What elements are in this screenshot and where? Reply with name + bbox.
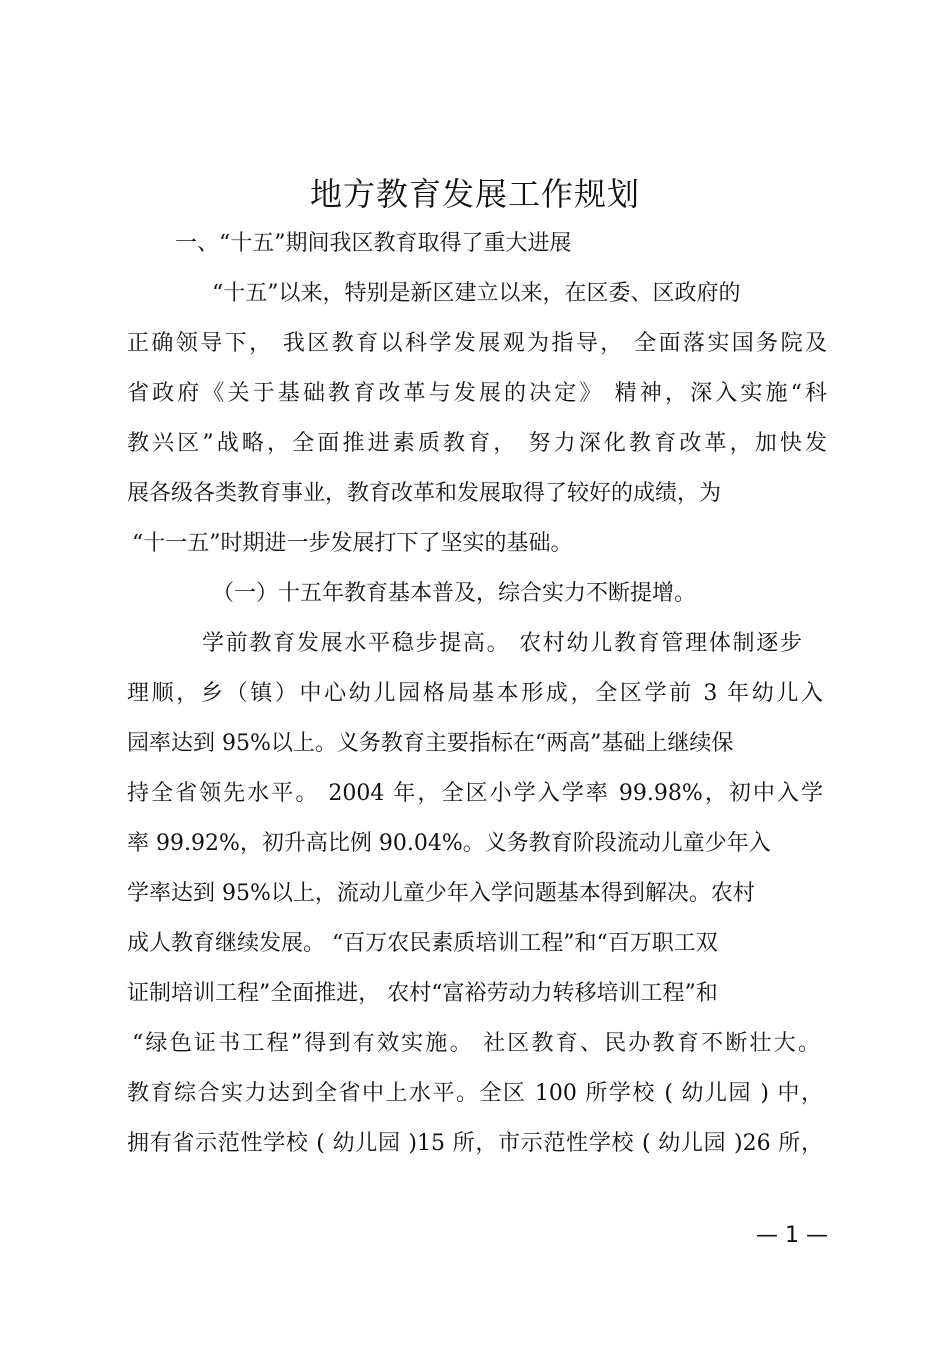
paragraph-line: 成人教育继续发展。 “百万农民素质培训工程”和“百万职工双 [127,931,718,956]
document-title: 地方教育发展工作规划 [309,175,640,213]
page-number: — 1 — [756,1223,828,1248]
paragraph-line: 园率达到 95%以上。义务教育主要指标在“两高”基础上继续保 [127,731,734,756]
section-heading: 一、“十五”期间我区教育取得了重大进展 [175,231,572,256]
paragraph-line: 证制培训工程”全面推进， 农村“富裕劳动力转移培训工程”和 [127,981,718,1006]
paragraph-line: 正确领导下， 我区教育以科学发展观为指导， 全面落实国务院及 [127,331,827,356]
paragraph-line: 学前教育发展水平稳步提高。 农村幼儿教育管理体制逐步 [202,631,802,656]
paragraph-line: “十五”以来，特别是新区建立以来，在区委、区政府的 [212,281,741,306]
paragraph-line: “绿色证书工程”得到有效实施。 社区教育、民办教育不断壮大。 [132,1031,820,1056]
subsection-heading: （一）十五年教育基本普及，综合实力不断提增。 [212,581,697,606]
paragraph-line: 展各级各类教育事业，教育改革和发展取得了较好的成绩，为 [127,481,722,506]
paragraph-line: 理顺，乡（镇）中心幼儿园格局基本形成，全区学前 3 年幼儿入 [127,681,823,706]
paragraph-line: 率 99.92%，初升高比例 90.04%。义务教育阶段流动儿童少年入 [127,831,771,856]
paragraph-line: 省政府《关于基础教育改革与发展的决定》 精神，深入实施“科 [127,381,827,406]
paragraph-line: 教育综合实力达到全省中上水平。全区 100 所学校 ( 幼儿园 ) 中， [127,1081,823,1106]
paragraph-line: 教兴区”战略，全面推进素质教育， 努力深化教育改革，加快发 [127,431,827,456]
paragraph-line: “十一五”时期进一步发展打下了坚实的基础。 [132,531,573,556]
paragraph-line: 持全省领先水平。 2004 年，全区小学入学率 99.98%，初中入学 [127,781,823,806]
paragraph-line: 学率达到 95%以上，流动儿童少年入学问题基本得到解决。农村 [127,881,755,906]
paragraph-line: 拥有省示范性学校 ( 幼儿园 )15 所，市示范性学校 ( 幼儿园 )26 所， [127,1131,823,1156]
